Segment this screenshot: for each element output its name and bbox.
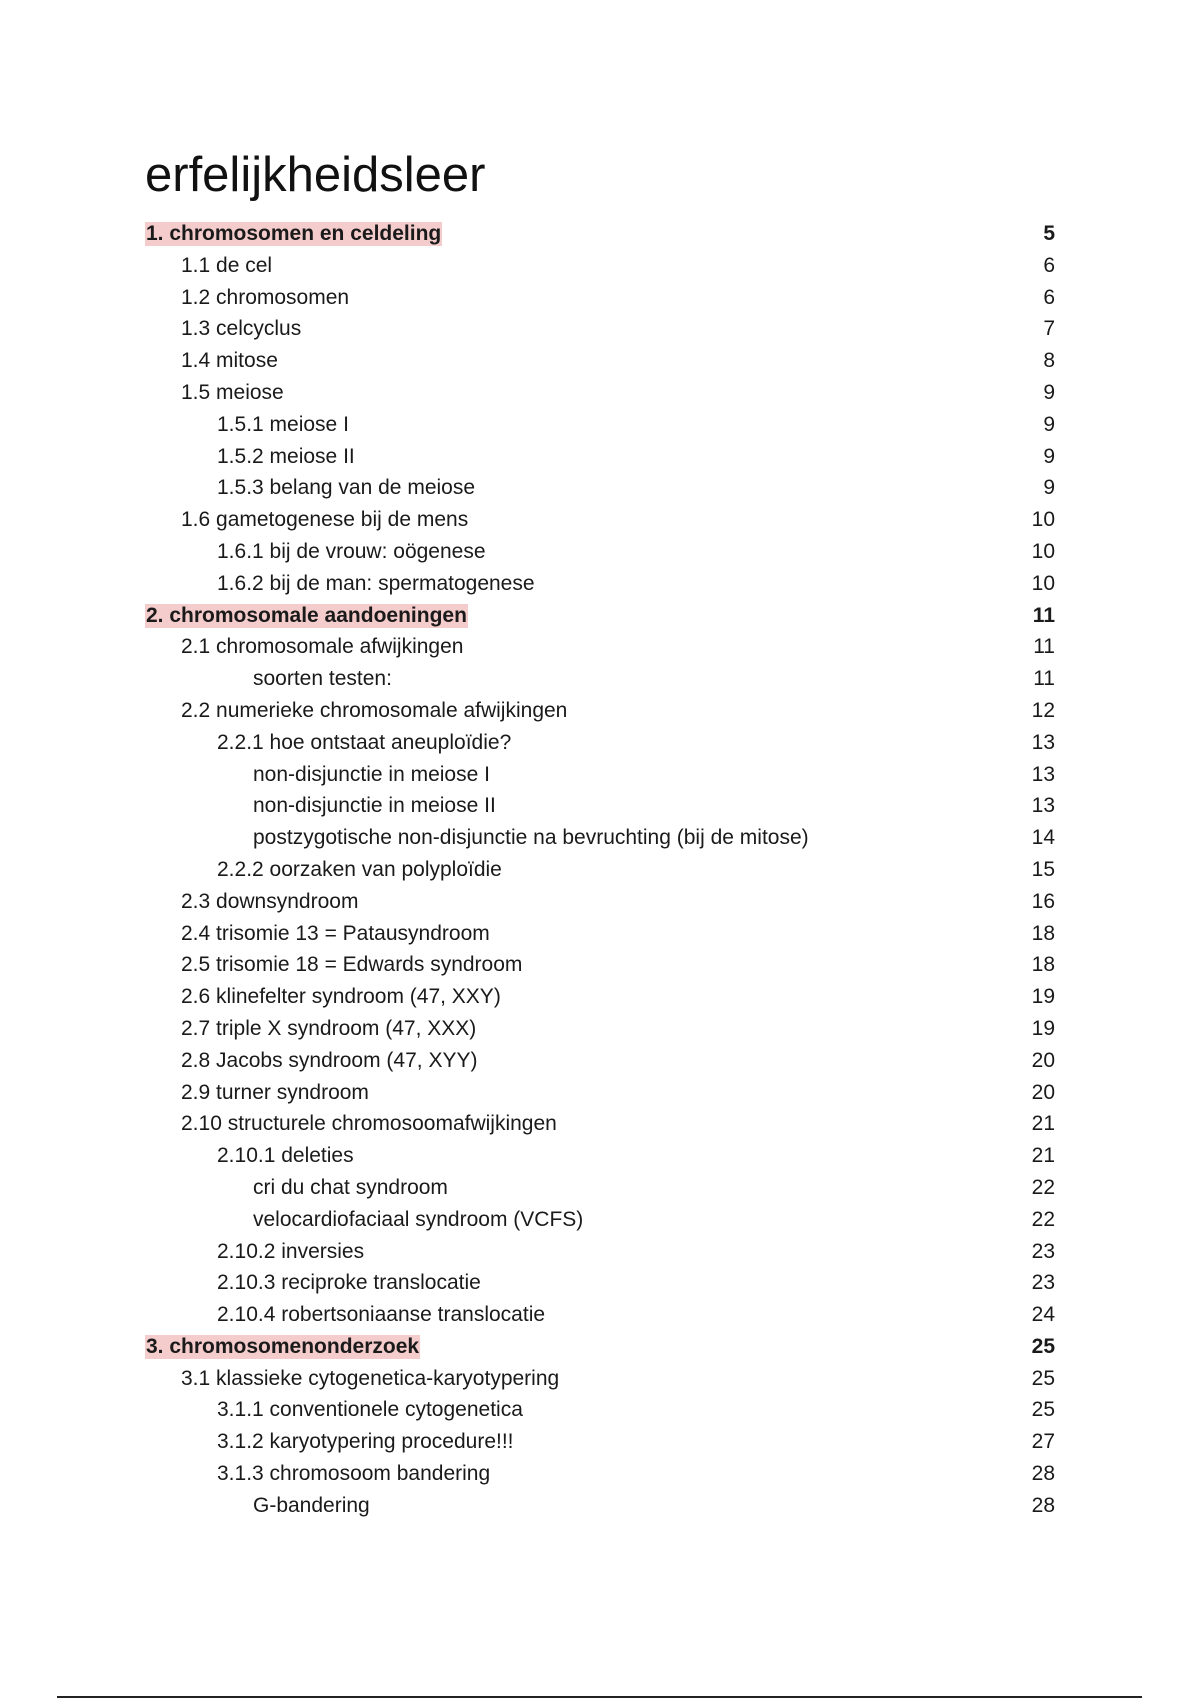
toc-page-number[interactable]: 10 [1031,571,1055,595]
toc-entry-label[interactable]: 1.6 gametogenese bij de mens [181,508,469,532]
toc-entry[interactable] [145,1013,1055,1045]
toc-entry[interactable] [145,409,1055,441]
toc-entry[interactable] [145,1363,1055,1395]
toc-page-number[interactable]: 11 [1032,603,1055,627]
toc-entry-label[interactable]: 2.2 numerieke chromosomale afwijkingen [181,698,568,722]
toc-entry-label[interactable]: 1.6.2 bij de man: spermatogenese [217,571,535,595]
toc-entry-label[interactable]: 1.5.3 belang van de meiose [217,476,476,500]
toc-entry[interactable] [145,1108,1055,1140]
toc-entry-label[interactable]: 2. chromosomale aandoeningen [146,603,467,627]
toc-entry[interactable] [145,536,1055,568]
toc-entry[interactable] [145,1426,1055,1458]
toc-page-number[interactable]: 13 [1031,762,1055,786]
toc-page-number[interactable]: 23 [1031,1271,1055,1295]
toc-entry[interactable] [145,631,1055,663]
toc-page-number[interactable]: 27 [1031,1430,1055,1454]
toc-entry[interactable] [145,1077,1055,1109]
toc-page-number[interactable]: 19 [1031,1016,1055,1040]
toc-chapter-entry[interactable] [145,218,1055,250]
toc-page-number[interactable]: 15 [1031,857,1055,881]
toc-entry[interactable] [145,1394,1055,1426]
toc-entry[interactable] [145,1140,1055,1172]
toc-entry[interactable] [145,759,1055,791]
toc-page-number[interactable]: 12 [1031,698,1055,722]
toc-page-number[interactable]: 9 [1043,412,1055,436]
toc-entry[interactable] [145,949,1055,981]
toc-entry[interactable] [145,1236,1055,1268]
toc-entry-label[interactable]: non-disjunctie in meiose II [253,794,496,818]
toc-entry-label[interactable]: 3. chromosomenonderzoek [146,1334,420,1358]
toc-entry-label[interactable]: 2.10 structurele chromosoomafwijkingen [181,1112,557,1136]
toc-entry[interactable] [145,854,1055,886]
toc-entry-label[interactable]: 2.1 chromosomale afwijkingen [181,635,464,659]
toc-entry-label[interactable]: 1.1 de cel [181,253,273,277]
toc-page-number[interactable]: 8 [1043,349,1055,373]
toc-entry[interactable] [145,1045,1055,1077]
toc-page-number[interactable]: 21 [1031,1144,1055,1168]
toc-page-number[interactable]: 23 [1031,1239,1055,1263]
toc-entry[interactable] [145,1299,1055,1331]
toc-page-number[interactable]: 7 [1043,317,1055,341]
toc-entry-label[interactable]: 1.5.1 meiose I [217,412,349,436]
toc-page-number[interactable]: 18 [1031,953,1055,977]
toc-entry[interactable] [145,1490,1055,1522]
toc-entry-label[interactable]: 1.6.1 bij de vrouw: oögenese [217,539,486,563]
toc-entry-label[interactable]: 1.5 meiose [181,380,284,404]
toc-entry-label[interactable]: 3.1.2 karyotypering procedure!!! [217,1430,514,1454]
toc-entry-label[interactable]: 2.5 trisomie 18 = Edwards syndroom [181,953,523,977]
toc-entry[interactable] [145,250,1055,282]
toc-chapter-entry[interactable] [145,1331,1055,1363]
toc-entry-label[interactable]: 1. chromosomen en celdeling [146,222,442,245]
toc-chapter-entry[interactable] [145,600,1055,632]
toc-entry-label[interactable]: 3.1.1 conventionele cytogenetica [217,1398,523,1422]
toc-entry[interactable] [145,1204,1055,1236]
toc-page-number[interactable]: 28 [1031,1493,1055,1517]
toc-entry[interactable] [145,1267,1055,1299]
toc-entry[interactable] [145,345,1055,377]
toc-entry-label[interactable]: cri du chat syndroom [253,1175,448,1199]
toc-entry-label[interactable]: 3.1.3 chromosoom bandering [217,1462,491,1486]
toc-page-number[interactable]: 10 [1031,539,1055,563]
toc-page-number[interactable]: 19 [1031,985,1055,1009]
toc-page-number[interactable]: 25 [1031,1366,1055,1390]
toc-entry[interactable] [145,695,1055,727]
toc-entry[interactable] [145,313,1055,345]
toc-page-number[interactable]: 9 [1043,444,1055,468]
toc-entry-label[interactable]: 2.2.2 oorzaken van polyploïdie [217,857,502,881]
toc-entry-label[interactable]: 1.4 mitose [181,349,278,373]
toc-entry-label[interactable]: 1.2 chromosomen [181,285,350,309]
toc-entry-label[interactable]: 2.3 downsyndroom [181,889,359,913]
toc-page-number[interactable]: 9 [1043,476,1055,500]
toc-entry[interactable] [145,663,1055,695]
toc-entry-label[interactable]: velocardiofaciaal syndroom (VCFS) [253,1207,584,1231]
toc-entry[interactable] [145,1458,1055,1490]
table-of-contents [145,218,1055,1522]
toc-page-number[interactable]: 21 [1031,1112,1055,1136]
toc-entry-label[interactable]: 1.3 celcyclus [181,317,302,341]
toc-entry[interactable] [145,790,1055,822]
toc-entry[interactable] [145,282,1055,314]
toc-page-number[interactable]: 11 [1033,635,1055,659]
toc-page-number[interactable]: 25 [1031,1398,1055,1422]
toc-entry-label[interactable]: soorten testen: [253,667,392,691]
toc-entry-label[interactable]: 1.5.2 meiose II [217,444,355,468]
toc-entry-label[interactable]: 2.9 turner syndroom [181,1080,369,1104]
toc-entry[interactable] [145,981,1055,1013]
toc-page-number[interactable]: 25 [1031,1334,1055,1358]
toc-entry[interactable] [145,568,1055,600]
toc-entry-label[interactable]: 2.7 triple X syndroom (47, XXX) [181,1016,477,1040]
toc-entry[interactable] [145,886,1055,918]
toc-page-number[interactable]: 16 [1031,889,1055,913]
toc-entry[interactable] [145,1172,1055,1204]
toc-page-number[interactable]: 28 [1031,1462,1055,1486]
toc-entry-label[interactable]: 2.10.2 inversies [217,1239,365,1263]
toc-page-number[interactable]: 22 [1031,1175,1055,1199]
toc-page-number[interactable]: 13 [1031,794,1055,818]
toc-page-number[interactable]: 5 [1043,222,1055,245]
footer-divider [57,1696,1142,1698]
toc-entry[interactable] [145,441,1055,473]
toc-entry-label[interactable]: 3.1 klassieke cytogenetica-karyotypering [181,1366,560,1390]
toc-entry-label[interactable]: non-disjunctie in meiose I [253,762,490,786]
toc-entry-label[interactable]: G-bandering [253,1493,370,1517]
toc-entry[interactable] [145,727,1055,759]
toc-page-number[interactable]: 22 [1031,1207,1055,1231]
toc-entry-label[interactable]: 2.8 Jacobs syndroom (47, XYY) [181,1048,478,1072]
toc-page-number[interactable]: 14 [1031,826,1055,850]
toc-page-number[interactable]: 11 [1033,667,1055,691]
toc-entry[interactable] [145,472,1055,504]
toc-entry[interactable] [145,504,1055,536]
toc-entry[interactable] [145,918,1055,950]
toc-entry-label[interactable]: 2.10.3 reciproke translocatie [217,1271,481,1295]
toc-page-number[interactable]: 24 [1031,1303,1055,1327]
toc-page-number[interactable]: 20 [1031,1080,1055,1104]
toc-entry[interactable] [145,822,1055,854]
toc-page-number[interactable]: 18 [1031,921,1055,945]
document-title: erfelijkheidsleer [145,148,486,202]
toc-entry-label[interactable]: 2.10.4 robertsoniaanse translocatie [217,1303,546,1327]
toc-entry-label[interactable]: 2.10.1 deleties [217,1144,354,1168]
toc-page-number[interactable]: 6 [1043,253,1055,277]
toc-page-number[interactable]: 10 [1031,508,1055,532]
toc-entry-label[interactable]: 2.6 klinefelter syndroom (47, XXY) [181,985,501,1009]
toc-entry-label[interactable]: postzygotische non-disjunctie na bevruchting (bij de mitose) [253,826,809,850]
toc-page-number[interactable]: 13 [1031,730,1055,754]
toc-page-number[interactable]: 6 [1043,285,1055,309]
toc-page-number[interactable]: 9 [1043,380,1055,404]
toc-entry-label[interactable]: 2.2.1 hoe ontstaat aneuploïdie? [217,730,512,754]
toc-entry[interactable] [145,377,1055,409]
toc-page-number[interactable]: 20 [1031,1048,1055,1072]
toc-entry-label[interactable]: 2.4 trisomie 13 = Patausyndroom [181,921,490,945]
